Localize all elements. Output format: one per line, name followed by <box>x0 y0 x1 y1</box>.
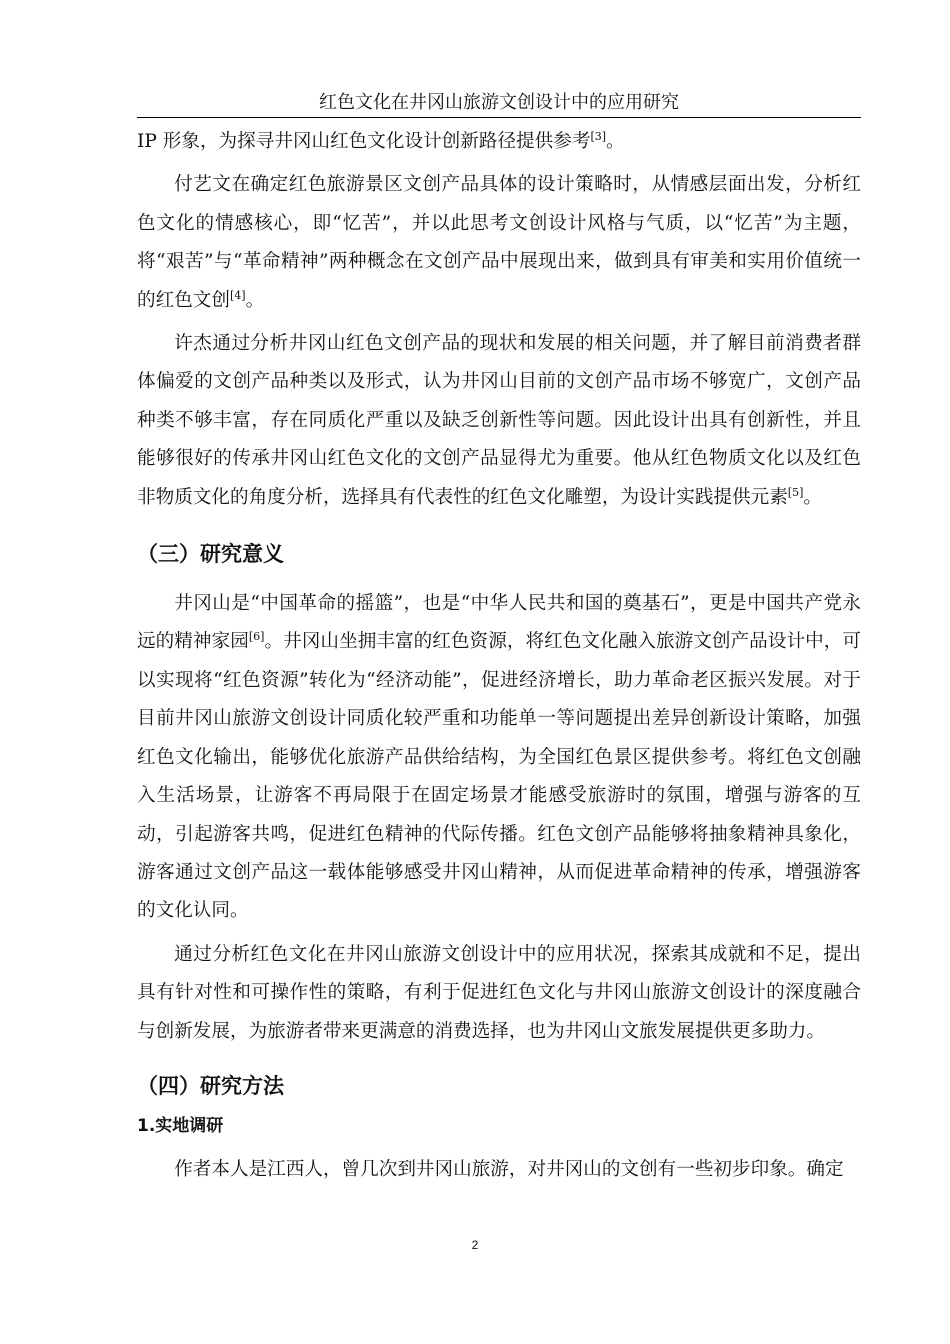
paragraph-text: 许杰通过分析井冈山红色文创产品的现状和发展的相关问题，并了解目前消费者群体偏爱的文创产品种类以及形式，认为井冈山目前的文创产品市场不够宽广，文创产品种类不够丰富，存在同质化严重以及缺乏创新性等问题。因此设计出具有创新性，并且能够很好的传承井冈山红色文化的文创产品显得尤为重要。他从红色物质文化以及红色非物质文化的角度分析，选择具有代表性的红色文化雕塑，为设计实践提供元素 <box>137 333 861 508</box>
citation-ref: [3] <box>590 129 607 143</box>
running-header: 红色文化在井冈山旅游文创设计中的应用研究 <box>319 92 679 113</box>
paragraph-text: 井冈山是“中国革命的摇篮”，也是“中华人民共和国的奠基石”，更是中国共产党永远的精神家园 <box>137 593 861 653</box>
section-heading-research-methods: （四）研究方法 <box>137 1073 284 1098</box>
paragraph-continuation <box>137 123 861 161</box>
citation-ref: [6] <box>248 630 265 644</box>
paragraph-tail: 。井冈山坐拥丰富的红色资源，将红色文化融入旅游文创产品设计中，可以实现将“红色资源”转化为“经济动能”，促进经济增长，助力革命老区振兴发展。对于目前井冈山旅游文创设计同质化较严重和功能单一等问题提出差异创新设计策略，加强红色文化输出，能够优化旅游产品供给结构，为全国红色景区提供参考。将红色文创融入生活场景，让游客不再局限于在固定场景才能感受旅游时的氛围，增强与游客的互动，引起游客共鸣，促进红色精神的代际传播。红色文创产品能够将抽象精神具象化，游客通过文创产品这一载体能够感受井冈山精神，从而促进革命精神的传承，增强游客的文化认同。 <box>137 631 861 922</box>
header-rule <box>137 117 861 118</box>
subsection-heading-field-research: 1.实地调研 <box>137 1115 224 1136</box>
paragraph-tail: 。 <box>245 289 265 311</box>
page-number: 2 <box>471 1238 479 1252</box>
citation-ref: [4] <box>229 288 246 302</box>
paragraph-text: IP 形象，为探寻井冈山红色文化设计创新路径提供参考 <box>137 131 591 152</box>
paragraph-jinggangshan <box>137 585 861 931</box>
paragraph-analysis-summary: 通过分析红色文化在井冈山旅游文创设计中的应用状况，探索其成就和不足，提出具有针对性和可操作性的策略，有利于促进红色文化与井冈山旅游文创设计的深度融合与创新发展，为旅游者带来更满意的消费选择，也为井冈山文旅发展提供更多助力。 <box>137 943 861 1042</box>
page-body <box>137 123 861 1189</box>
paragraph-author: 作者本人是江西人，曾几次到井冈山旅游，对井冈山的文创有一些初步印象。确定 <box>174 1158 844 1180</box>
paragraph-tail: 。 <box>606 131 625 152</box>
paragraph-tail: 。 <box>803 486 822 508</box>
paragraph-fu-yiwen <box>137 166 861 320</box>
paragraph-text: 付艺文在确定红色旅游景区文创产品具体的设计策略时，从情感层面出发，分析红色文化的情感核心，即“忆苦”，并以此思考文创设计风格与气质，以“忆苦”为主题，将“艰苦”与“革命精神”两种概念在文创产品中展现出来，做到具有审美和实用价值统一的红色文创 <box>137 174 861 311</box>
paragraph-xu-jie <box>137 325 861 517</box>
citation-ref: [5] <box>787 485 804 499</box>
section-heading-research-significance: （三）研究意义 <box>137 542 284 567</box>
